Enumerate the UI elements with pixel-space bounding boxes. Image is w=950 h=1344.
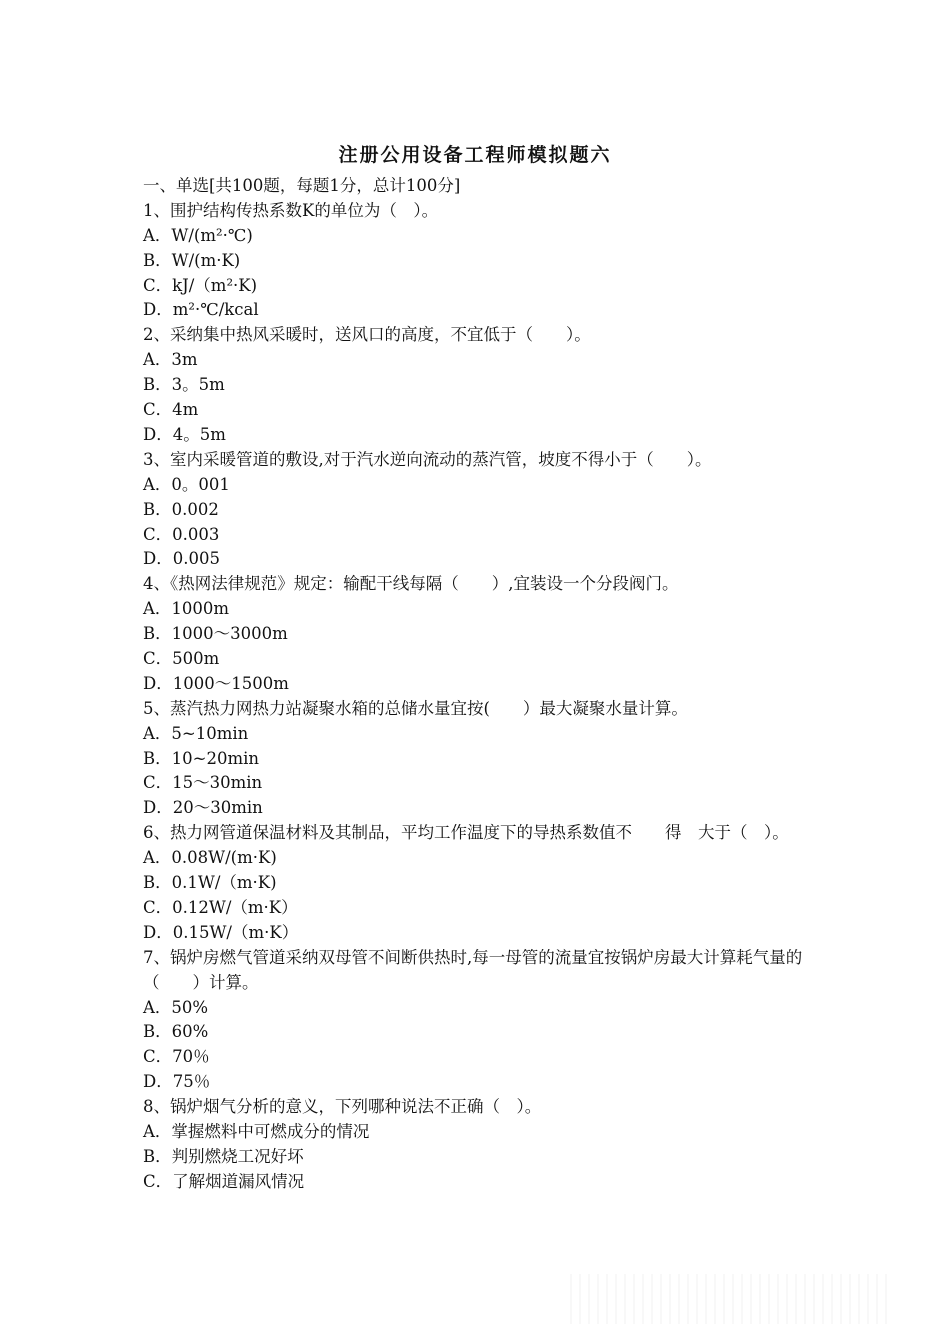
question-stem: 7、锅炉房燃气管道采纳双母管不间断供热时,每一母管的流量宜按锅炉房最大计算耗气量的（ ）计算。 bbox=[143, 947, 803, 992]
question-2 bbox=[143, 323, 813, 447]
question-3 bbox=[143, 448, 813, 572]
option-d: D．m²·℃/kcal bbox=[143, 300, 259, 320]
option-d: D．0.15W/（m·K） bbox=[143, 922, 299, 942]
question-1 bbox=[143, 199, 813, 323]
option-c: C．500m bbox=[143, 648, 220, 668]
question-stem: 4、《热网法律规范》规定：输配干线每隔（ ）,宜装设一个分段阀门。 bbox=[143, 574, 679, 594]
option-d: D．20～30min bbox=[143, 798, 263, 818]
question-7 bbox=[143, 946, 813, 1095]
option-a: A．50% bbox=[143, 997, 209, 1017]
option-b: B．W/(m·K) bbox=[143, 250, 241, 270]
option-a: A．W/(m²·℃) bbox=[143, 225, 253, 245]
section-header: 一、单选[共100题，每题1分，总计100分] bbox=[143, 176, 461, 195]
question-stem: 6、热力网管道保温材料及其制品，平均工作温度下的导热系数值不 得 大于（ ）。 bbox=[143, 823, 789, 843]
document-title: 注册公用设备工程师模拟题六 bbox=[338, 144, 612, 166]
option-c: C．了解烟道漏风情况 bbox=[143, 1171, 305, 1191]
option-a: A．0。001 bbox=[143, 474, 230, 494]
question-stem: 1、围护结构传热系数K的单位为（ ）。 bbox=[143, 200, 439, 220]
option-b: B．60% bbox=[143, 1022, 209, 1042]
question-stem: 3、室内采暖管道的敷设,对于汽水逆向流动的蒸汽管，坡度不得小于（ ）。 bbox=[143, 449, 712, 469]
option-c: C．4m bbox=[143, 400, 199, 420]
option-b: B．0.1W/（m·K) bbox=[143, 873, 277, 893]
option-c: C．0.003 bbox=[143, 524, 220, 544]
option-b: B．3。5m bbox=[143, 375, 225, 395]
option-a: A．3m bbox=[143, 350, 198, 370]
question-8 bbox=[143, 1095, 813, 1195]
option-b: B．10~20min bbox=[143, 748, 259, 768]
option-d: D．4。5m bbox=[143, 424, 226, 444]
option-d: D．0.005 bbox=[143, 549, 220, 569]
question-stem: 2、采纳集中热风采暖时，送风口的高度，不宜低于（ ）。 bbox=[143, 325, 591, 345]
option-b: B．1000～3000m bbox=[143, 624, 288, 644]
question-stem: 8、锅炉烟气分析的意义，下列哪种说法不正确（ ）。 bbox=[143, 1097, 542, 1117]
option-c: C．kJ/（m²·K) bbox=[143, 275, 258, 295]
option-d: D．75％ bbox=[143, 1072, 211, 1092]
option-a: A．0.08W/(m·K) bbox=[143, 848, 277, 868]
option-a: A．1000m bbox=[143, 599, 230, 619]
faint-watermark bbox=[570, 1274, 890, 1324]
option-c: C．70％ bbox=[143, 1047, 210, 1067]
option-c: C．15～30min bbox=[143, 773, 263, 793]
option-a: A．5~10min bbox=[143, 723, 249, 743]
option-d: D．1000～1500m bbox=[143, 673, 289, 693]
question-6 bbox=[143, 821, 813, 945]
option-b: B．0.002 bbox=[143, 499, 219, 519]
document-body bbox=[143, 174, 813, 1195]
question-5 bbox=[143, 697, 813, 821]
question-4 bbox=[143, 572, 813, 696]
option-a: A．掌握燃料中可燃成分的情况 bbox=[143, 1121, 370, 1141]
option-c: C．0.12W/（m·K） bbox=[143, 897, 298, 917]
option-b: B．判别燃烧工况好坏 bbox=[143, 1146, 304, 1166]
question-stem: 5、蒸汽热力网热力站凝聚水箱的总储水量宜按( ）最大凝聚水量计算。 bbox=[143, 698, 688, 718]
